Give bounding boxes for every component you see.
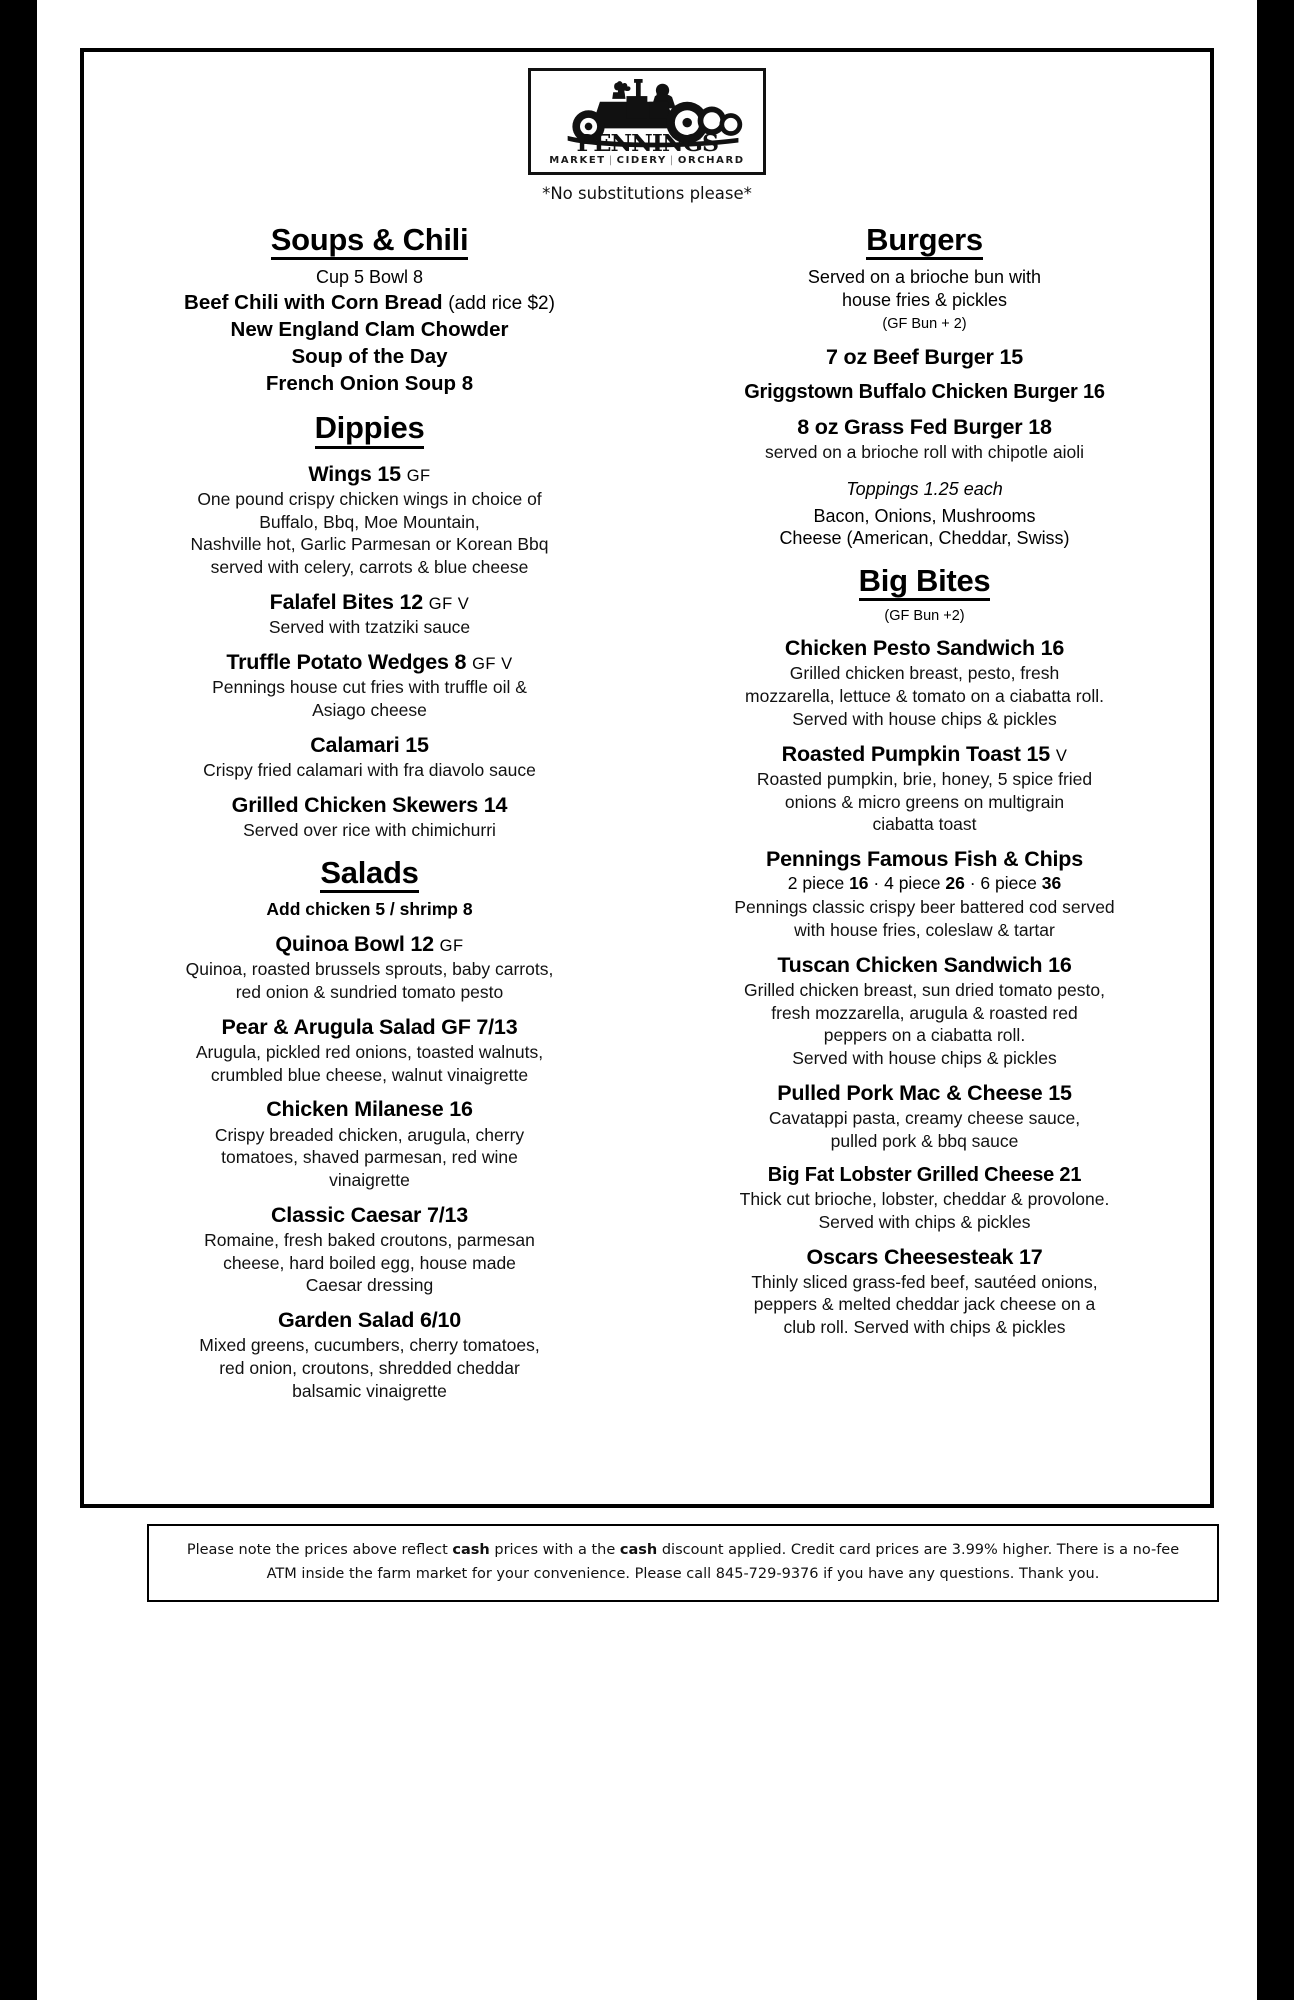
menu-item-prices: 2 piece 16 · 4 piece 26 · 6 piece 36 xyxy=(787,873,1062,894)
menu-item-description: Thinly sliced grass-fed beef, sautéed onions, peppers & melted cheddar jack cheese on a club roll. Served with chips & pickles xyxy=(751,1271,1098,1338)
menu-item xyxy=(669,1080,1180,1153)
menu-item: Beef Chili with Corn Bread (add rice $2) xyxy=(184,290,555,314)
menu-item-name: Chicken Pesto Sandwich 16 xyxy=(784,636,1065,661)
menu-item-name: Griggstown Buffalo Chicken Burger 16 xyxy=(744,380,1105,403)
section-footer-note: Bacon, Onions, Mushrooms Cheese (American, Cheddar, Swiss) xyxy=(779,505,1070,549)
section-title: Salads xyxy=(320,856,418,893)
menu-item xyxy=(669,1244,1180,1339)
menu-item xyxy=(114,1014,625,1087)
menu-item-name: Tuscan Chicken Sandwich 16 xyxy=(777,952,1072,977)
menu-item-name: 8 oz Grass Fed Burger 18 xyxy=(797,415,1052,440)
section-title: Burgers xyxy=(866,223,983,260)
menu-item: French Onion Soup 8 xyxy=(265,372,474,396)
menu-item-name: Grilled Chicken Skewers 14 xyxy=(231,792,508,817)
menu-item-description: Crispy fried calamari with fra diavolo sauce xyxy=(203,759,536,780)
menu-item-description: Served over rice with chimichurri xyxy=(243,819,496,840)
menu-item xyxy=(669,344,1180,370)
logo-tagline xyxy=(537,155,757,166)
menu-item xyxy=(114,1096,625,1191)
tractor-logo-icon xyxy=(543,79,752,153)
menu-item-description: Thick cut brioche, lobster, cheddar & provolone. Served with chips & pickles xyxy=(739,1189,1110,1232)
right-column xyxy=(647,209,1196,1403)
menu-item-name: Big Fat Lobster Grilled Cheese 21 xyxy=(767,1163,1082,1186)
menu-item-description: Cavatappi pasta, creamy cheese sauce, pulled pork & bbq sauce xyxy=(768,1108,1081,1151)
menu-item-name: Chicken Milanese 16 xyxy=(266,1097,473,1122)
section-note: (GF Bun + 2) xyxy=(882,316,967,333)
menu-item-description: served on a brioche roll with chipotle aioli xyxy=(764,442,1085,463)
menu-item xyxy=(669,1163,1180,1234)
menu-item-description: Crispy breaded chicken, arugula, cherry tomatoes, shaved parmesan, red wine vinaigrette xyxy=(214,1124,525,1190)
menu-item-description: Quinoa, roasted brussels sprouts, baby carrots, red onion & sundried tomato pesto xyxy=(185,959,554,1002)
menu-item-name: Garden Salad 6/10 xyxy=(277,1308,462,1333)
menu-section xyxy=(669,209,1180,550)
menu-item-description: Grilled chicken breast, pesto, fresh mozzarella, lettuce & tomato on a ciabatta roll. Served with house chips & pickles xyxy=(745,663,1104,729)
logo-tagline-sep-2: | xyxy=(669,155,675,166)
menu-item xyxy=(669,741,1180,836)
menu-section xyxy=(669,550,1180,1339)
menu-item-name: Wings 15 GF xyxy=(308,461,431,486)
menu-item xyxy=(669,952,1180,1070)
left-column xyxy=(98,209,647,1403)
menu-item xyxy=(114,1202,625,1297)
logo-tagline-orchard: ORCHARD xyxy=(677,155,745,166)
menu-section xyxy=(114,842,625,1403)
spacer xyxy=(669,464,1180,474)
menu-section xyxy=(114,209,625,397)
menu-item-name: Pennings Famous Fish & Chips xyxy=(766,847,1083,872)
menu-item xyxy=(669,414,1180,464)
menu-item: New England Clam Chowder xyxy=(230,318,509,342)
section-note: Cup 5 Bowl 8 xyxy=(315,267,424,288)
menu-item-name: Classic Caesar 7/13 xyxy=(270,1202,469,1227)
no-substitutions-note: *No substitutions please* xyxy=(542,184,752,203)
menu-item-name: 7 oz Beef Burger 15 xyxy=(826,344,1023,369)
section-title: Big Bites xyxy=(859,564,991,601)
menu-item-name: Falafel Bites 12 GF V xyxy=(269,589,470,614)
menu-item-description: Romaine, fresh baked croutons, parmesan cheese, hard boiled egg, house made Caesar dressing xyxy=(204,1229,535,1296)
menu-item-name: Roasted Pumpkin Toast 15 V xyxy=(781,741,1068,766)
menu-item-description: Mixed greens, cucumbers, cherry tomatoes, red onion, croutons, shredded cheddar balsamic vinaigrette xyxy=(199,1335,540,1401)
menu-item xyxy=(114,589,625,639)
section-title: Dippies xyxy=(315,411,425,448)
menu-item xyxy=(114,792,625,842)
menu-item xyxy=(114,931,625,1004)
logo-tagline-cidery: CIDERY xyxy=(616,155,667,166)
menu-item-description: Pennings house cut fries with truffle oil & Asiago cheese xyxy=(212,677,527,720)
menu-item-description: One pound crispy chicken wings in choice of Buffalo, Bbq, Moe Mountain, Nashville hot, Garlic Parmesan or Korean Bbq served with celery, carrots & blue cheese xyxy=(190,488,549,578)
menu-item-description: Roasted pumpkin, brie, honey, 5 spice fried onions & micro greens on multigrain ciabatta toast xyxy=(756,768,1093,835)
menu-item-name: Oscars Cheesesteak 17 xyxy=(806,1244,1043,1269)
menu-item: Soup of the Day xyxy=(291,345,448,369)
section-note: Served on a brioche bun with house fries & pickles xyxy=(807,267,1042,310)
section-footer-note: Toppings 1.25 each xyxy=(846,479,1003,500)
menu-item-description: Pennings classic crispy beer battered cod served with house fries, coleslaw & tartar xyxy=(734,897,1115,940)
pennings-farm-logo xyxy=(528,68,766,175)
logo-tagline-market: MARKET xyxy=(549,155,606,166)
menu-item xyxy=(114,732,625,782)
menu-item-description: Served with tzatziki sauce xyxy=(268,617,471,638)
logo-tagline-sep-1: | xyxy=(608,155,614,166)
menu-frame xyxy=(80,48,1214,1508)
menu-section xyxy=(114,397,625,841)
menu-item xyxy=(114,1307,625,1402)
menu-item-name: Truffle Potato Wedges 8 GF V xyxy=(226,649,513,674)
menu-item-description: Grilled chicken breast, sun dried tomato pesto, fresh mozzarella, arugula & roasted red peppers on a ciabatta roll. Served with house chips & pickles xyxy=(744,979,1105,1069)
menu-item xyxy=(114,649,625,722)
menu-item xyxy=(669,846,1180,941)
svg-text:PENNINGS: PENNINGS xyxy=(576,129,718,153)
menu-item-name: Quinoa Bowl 12 GF xyxy=(275,931,464,956)
menu-item xyxy=(114,461,625,579)
menu-page xyxy=(37,0,1257,2000)
section-note: Add chicken 5 / shrimp 8 xyxy=(266,898,473,919)
menu-item-name: Pulled Pork Mac & Cheese 15 xyxy=(777,1080,1072,1105)
menu-item-name: Calamari 15 xyxy=(310,732,429,757)
menu-columns xyxy=(84,209,1210,1403)
menu-item-name: Pear & Arugula Salad GF 7/13 xyxy=(221,1014,518,1039)
menu-item xyxy=(669,380,1180,404)
menu-item-description: Arugula, pickled red onions, toasted walnuts, crumbled blue cheese, walnut vinaigrette xyxy=(195,1041,544,1085)
price-disclaimer: Please note the prices above reflect cash prices with a the cash discount applied. Credit card prices are 3.99% higher. There is a no-fee ATM inside the farm market for your convenience. Please call 845-729-9376 if you have any questions. Thank you. xyxy=(147,1524,1219,1602)
section-title: Soups & Chili xyxy=(271,223,469,260)
menu-item xyxy=(669,635,1180,730)
section-note: (GF Bun +2) xyxy=(884,608,965,625)
